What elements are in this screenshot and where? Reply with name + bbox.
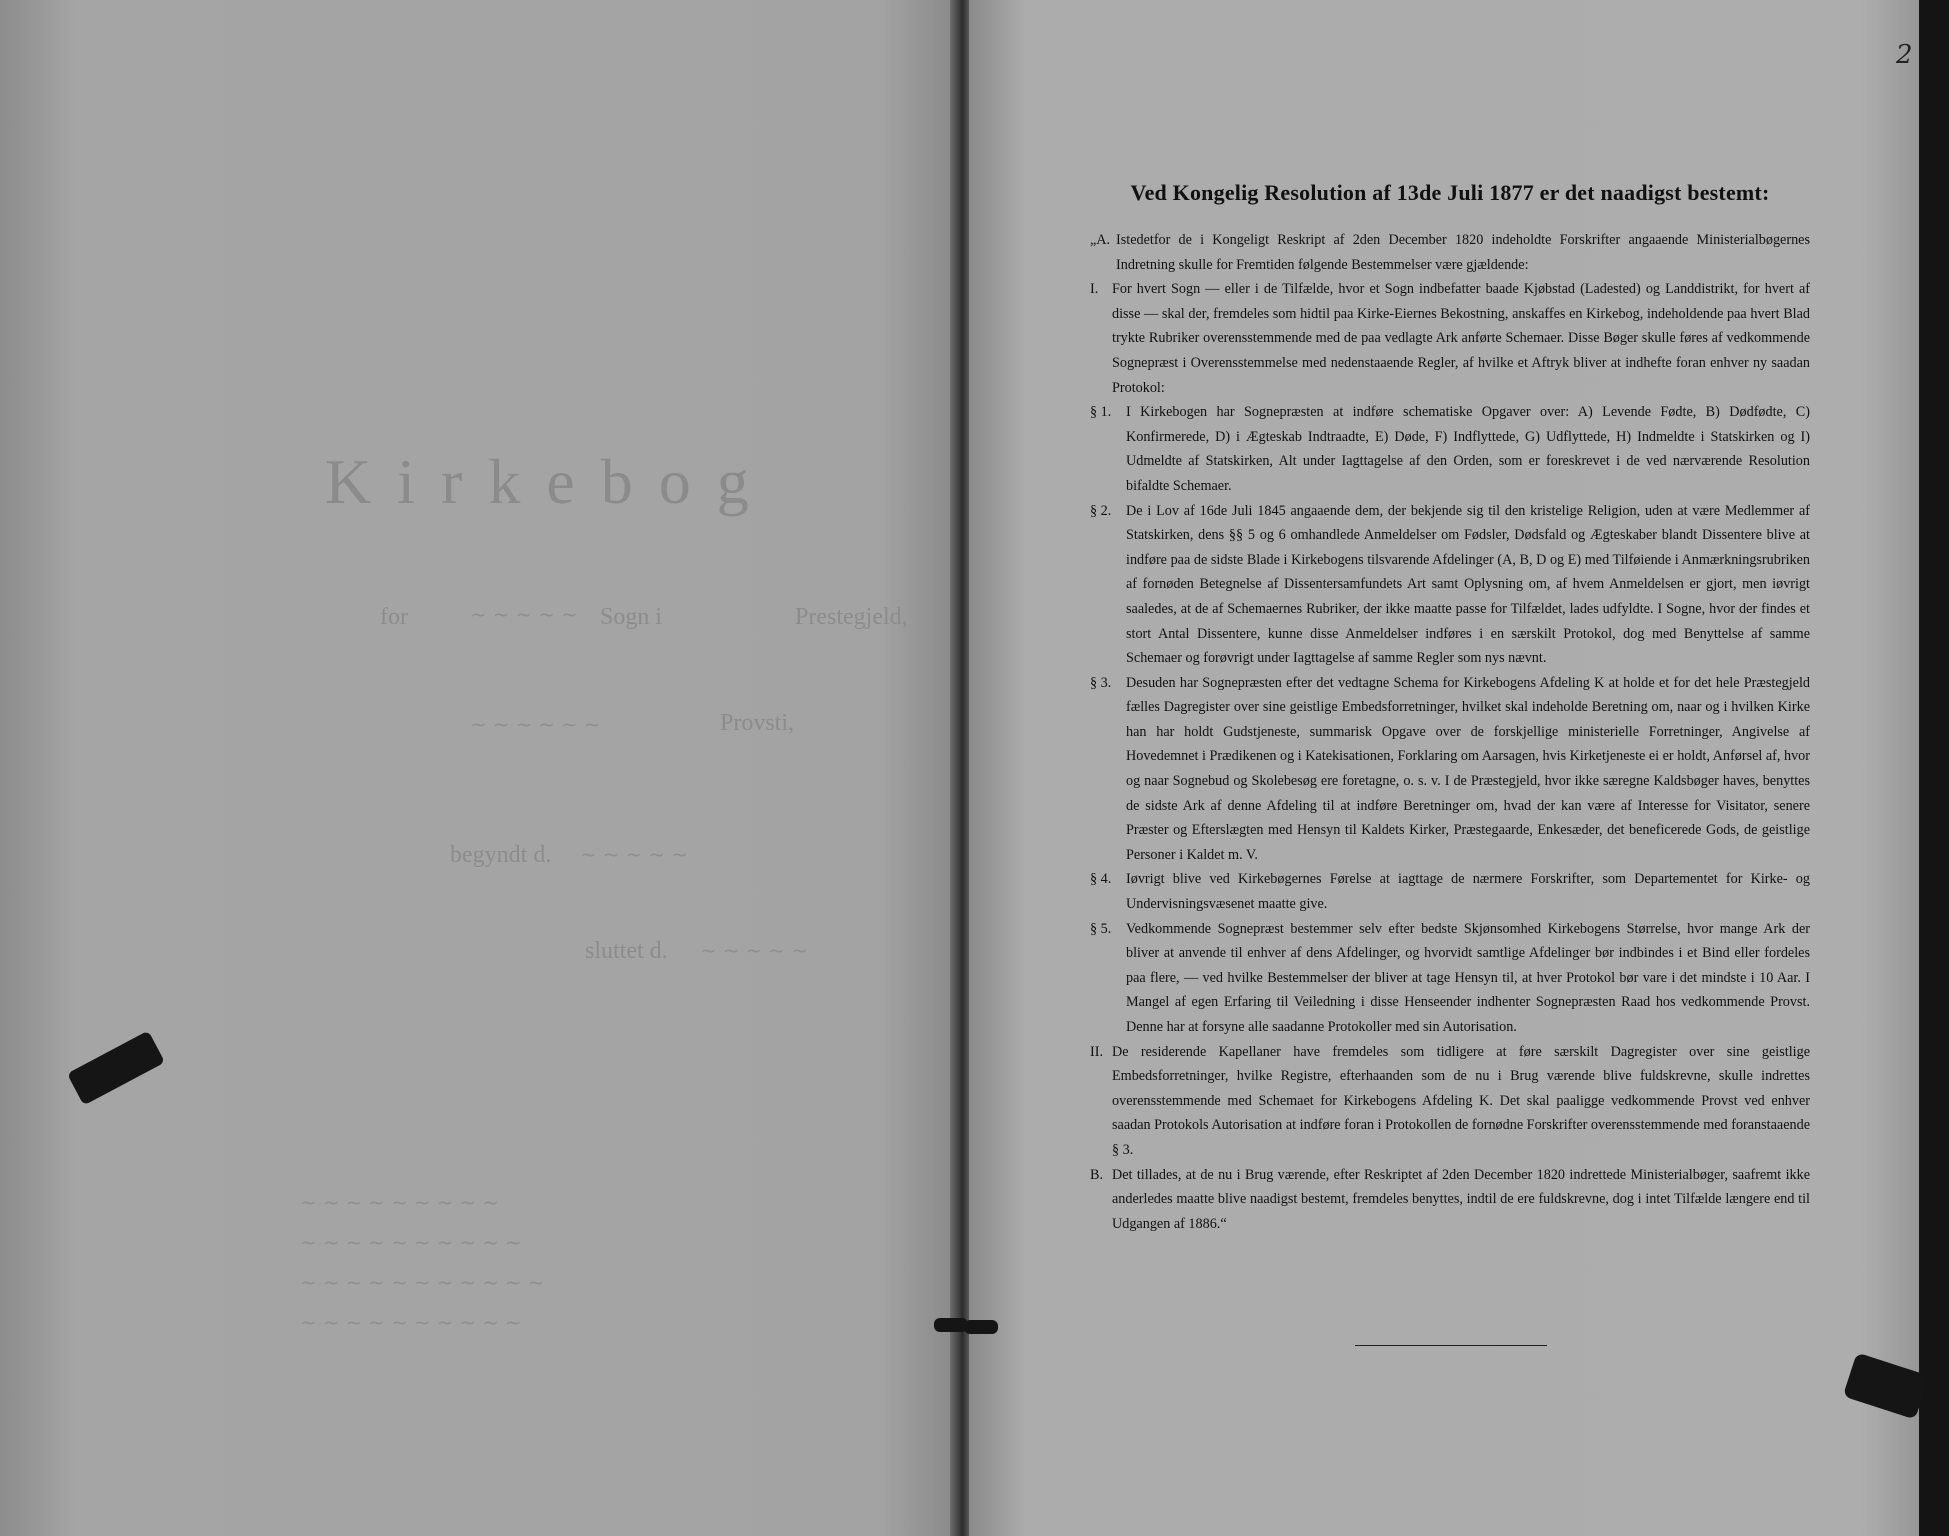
paragraph-label: § 4. bbox=[1090, 871, 1112, 888]
paragraph-label: § 5. bbox=[1090, 920, 1112, 937]
line-prestegjeld: Prestegjeld, bbox=[795, 604, 908, 630]
scan-edge bbox=[1919, 0, 1949, 1536]
line-sluttet: sluttet d. bbox=[585, 938, 668, 964]
paragraph-label: § 3. bbox=[1090, 674, 1112, 691]
paragraph-text: I Kirkebogen har Sognepræsten at indføre schematiske Opgaver over: A) Levende Fødte, B) Dødfødte, C) Konfirmerede, D) i Ægteskab Indtraadte, E) Døde, F) Indflyttede, G) Udflyttede, H) Indmeldte i Statskirken og I) Udmeldte af Statskirken, Alt under Iagttagelse af den Orden, som er foreskrevet i de ved nærværende Resolution bifaldte Schemaer. bbox=[1126, 404, 1810, 494]
paragraph-text: De i Lov af 16de Juli 1845 angaaende dem, der bekjende sig til den kristelige Religion, uden at være Medlemmer af Statskirken, dens §§ 5 og 6 omhandlede Anmeldelser om Fødsler, Dødsfald og Ægteskaber blandt Dissentere blive at indføre paa de sidste Blade i Kirkebogens tilsvarende Afdelinger (A, B, D og E) med Tilføiende i Anmærkningsrubriken af fornøden Betegnelse af Dissentersamfundets Art samt Oplysning om, af hvem Anmeldelsen er gjort, men iøvrigt saaledes, at de af Schemaernes Rubriker, der ikke maatte passe for Tilfældet, lades udfyldte. I Sogne, hvor der findes et stort Antal Dissentere, kunne disse Anmeldelser indføres i en særskilt Protokol, dog med Benyttelse af samme Schemaer og forøvrigt under Iagttagelse af samme Regler som nys nævnt. bbox=[1126, 502, 1810, 667]
section-b-text: Det tillades, at de nu i Brug værende, efter Reskriptet af 2den December 1820 indrettede Ministerialbøger, saafremt ikke anderledes maatte blive naadigst bestemt, fremdeles benyttes, indtil de ere fuldskrevne, dog i intet Tilfælde længere end til Udgangen af 1886.“ bbox=[1112, 1166, 1810, 1232]
section-a-text: Istedetfor de i Kongeligt Reskript af 2den December 1820 indeholdte Forskrifter angaaende Ministerialbøgernes Indretning skulle for Fremtiden følgende Bestemmelser være gjældende: bbox=[1116, 232, 1810, 273]
paragraph-1 bbox=[1090, 400, 1810, 498]
paragraph-2 bbox=[1090, 499, 1810, 671]
resolution-heading: Ved Kongelig Resolution af 13de Juli 1877 er det naadigst bestemt: bbox=[1130, 180, 1770, 205]
paragraph-text: Iøvrigt blive ved Kirkebøgernes Førelse at iagttage de nærmere Forskrifter, som Departementet for Kirke- og Undervisningsvæsenet maatte give. bbox=[1126, 871, 1810, 913]
closing-rule bbox=[1355, 1345, 1547, 1346]
item-i bbox=[1090, 277, 1810, 400]
line-begyndt: begyndt d. bbox=[450, 842, 552, 868]
handwriting-faint: ~~~~~~~~~ bbox=[300, 1190, 505, 1214]
paragraph-3 bbox=[1090, 671, 1810, 868]
paragraph-4 bbox=[1090, 867, 1810, 916]
paragraph-label: § 2. bbox=[1090, 502, 1112, 519]
line-for: for bbox=[380, 604, 408, 630]
left-page bbox=[0, 0, 955, 1536]
page-number: 2 bbox=[1896, 40, 1913, 70]
handwriting-faint: ~~~~~ bbox=[470, 602, 584, 626]
binding-thread bbox=[964, 1320, 998, 1334]
section-b bbox=[1090, 1163, 1810, 1237]
handwriting-faint: ~~~~~ bbox=[700, 938, 814, 962]
paragraph-label: § 1. bbox=[1090, 404, 1112, 421]
handwriting-faint: ~~~~~ bbox=[580, 842, 694, 866]
section-a-label: „A. bbox=[1090, 232, 1111, 248]
handwriting-faint: ~~~~~~ bbox=[470, 712, 607, 736]
resolution-text bbox=[1090, 180, 1810, 1236]
paragraph-5 bbox=[1090, 917, 1810, 1040]
line-sogn: Sogn i bbox=[600, 604, 663, 630]
kirkebog-title: Kirkebog bbox=[325, 446, 775, 517]
handwriting-faint: ~~~~~~~~~~~ bbox=[300, 1270, 551, 1294]
handwriting-faint: ~~~~~~~~~~ bbox=[300, 1230, 528, 1254]
binding-thread bbox=[934, 1318, 968, 1332]
section-b-label: B. bbox=[1090, 1166, 1104, 1183]
section-a bbox=[1090, 228, 1810, 277]
item-ii-label: II. bbox=[1090, 1043, 1103, 1060]
line-provsti: Provsti, bbox=[720, 710, 795, 736]
paragraph-text: Vedkommende Sognepræst bestemmer selv efter bedste Skjønsomhed Kirkebogens Størrelse, hvor mange Ark der bliver at anvende til enhver af dens Afdelinger, og hvorvidt samtlige Afdelinger bør indbindes i et Bind eller fordeles paa flere, — ved hvilke Bestemmelser der bliver at tage Hensyn til, at hver Protokol bør vare i det mindste i 10 Aar. I Mangel af egen Erfaring til Veiledning i disse Henseender indhenter Sognepræsten Raad hos vedkommende Provst. Denne har at forsyne alle saadanne Protokoller med sin Autorisation. bbox=[1126, 920, 1810, 1035]
handwriting-faint: ~~~~~~~~~~ bbox=[300, 1310, 528, 1334]
item-ii-text: De residerende Kapellaner have fremdeles som tidligere at føre særskilt Dagregister over sine geistlige Embedsforretninger, hvilke Registre, efterhaanden som de nu i Brug værende blive fuldskrevne, skulle indrettes overensstemmende med Schemaet for Kirkebogens Afdeling K. Det skal paaligge vedkommende Provst ved enhver saadan Protokols Autorisation at indføre foran i Protokollen de fornødne Forskrifter overensstemmende med foranstaaende § 3. bbox=[1112, 1043, 1810, 1158]
item-i-text: For hvert Sogn — eller i de Tilfælde, hvor et Sogn indbefatter baade Kjøbstad (Ladested) og Landdistrikt, for hvert af disse — skal der, fremdeles som hidtil paa Kirke-Eiernes Bekostning, anskaffes en Kirkebog, indeholdende paa hvert Blad trykte Rubriker overensstemmende med de paa vedlagte Ark anførte Schemaer. Disse Bøger skulle føres af vedkommende Sognepræst i Overensstemmelse med nedenstaaende Regler, af hvilke et Aftryk bliver at indhefte foran enhver ny saadan Protokol: bbox=[1112, 281, 1810, 396]
item-ii bbox=[1090, 1040, 1810, 1163]
item-i-label: I. bbox=[1090, 281, 1099, 298]
paragraph-text: Desuden har Sognepræsten efter det vedtagne Schema for Kirkebogens Afdeling K at holde et for det hele Præstegjeld fælles Dagregister over sine geistlige Embedsforretninger, hvilket skal indeholde Beretning om, naar og i hvilken Kirke han har holdt Gudstjeneste, summarisk Opgave over de forskjellige ministerielle Forretninger, Angivelse af Hovedemnet i Prædikenen og i Katekisationen, Forklaring om Aarsagen, hvis Kirketjeneste ei er holdt, Anførsel af, hvor og naar Sognebud og Skolebesøg ere foretagne, o. s. v. I de Præstegjeld, hvor ikke særegne Kaldsbøger haves, benyttes de sidste Ark af denne Afdeling til at indføre Beretninger om, hvad der kan være af Interesse for Visitator, senere Præster og Efterslægten med Hensyn til Kaldets Kirker, Præstegaarde, Enkesæder, det beneficerede Gods, de geistlige Personer i Kaldet m. V. bbox=[1126, 674, 1810, 863]
